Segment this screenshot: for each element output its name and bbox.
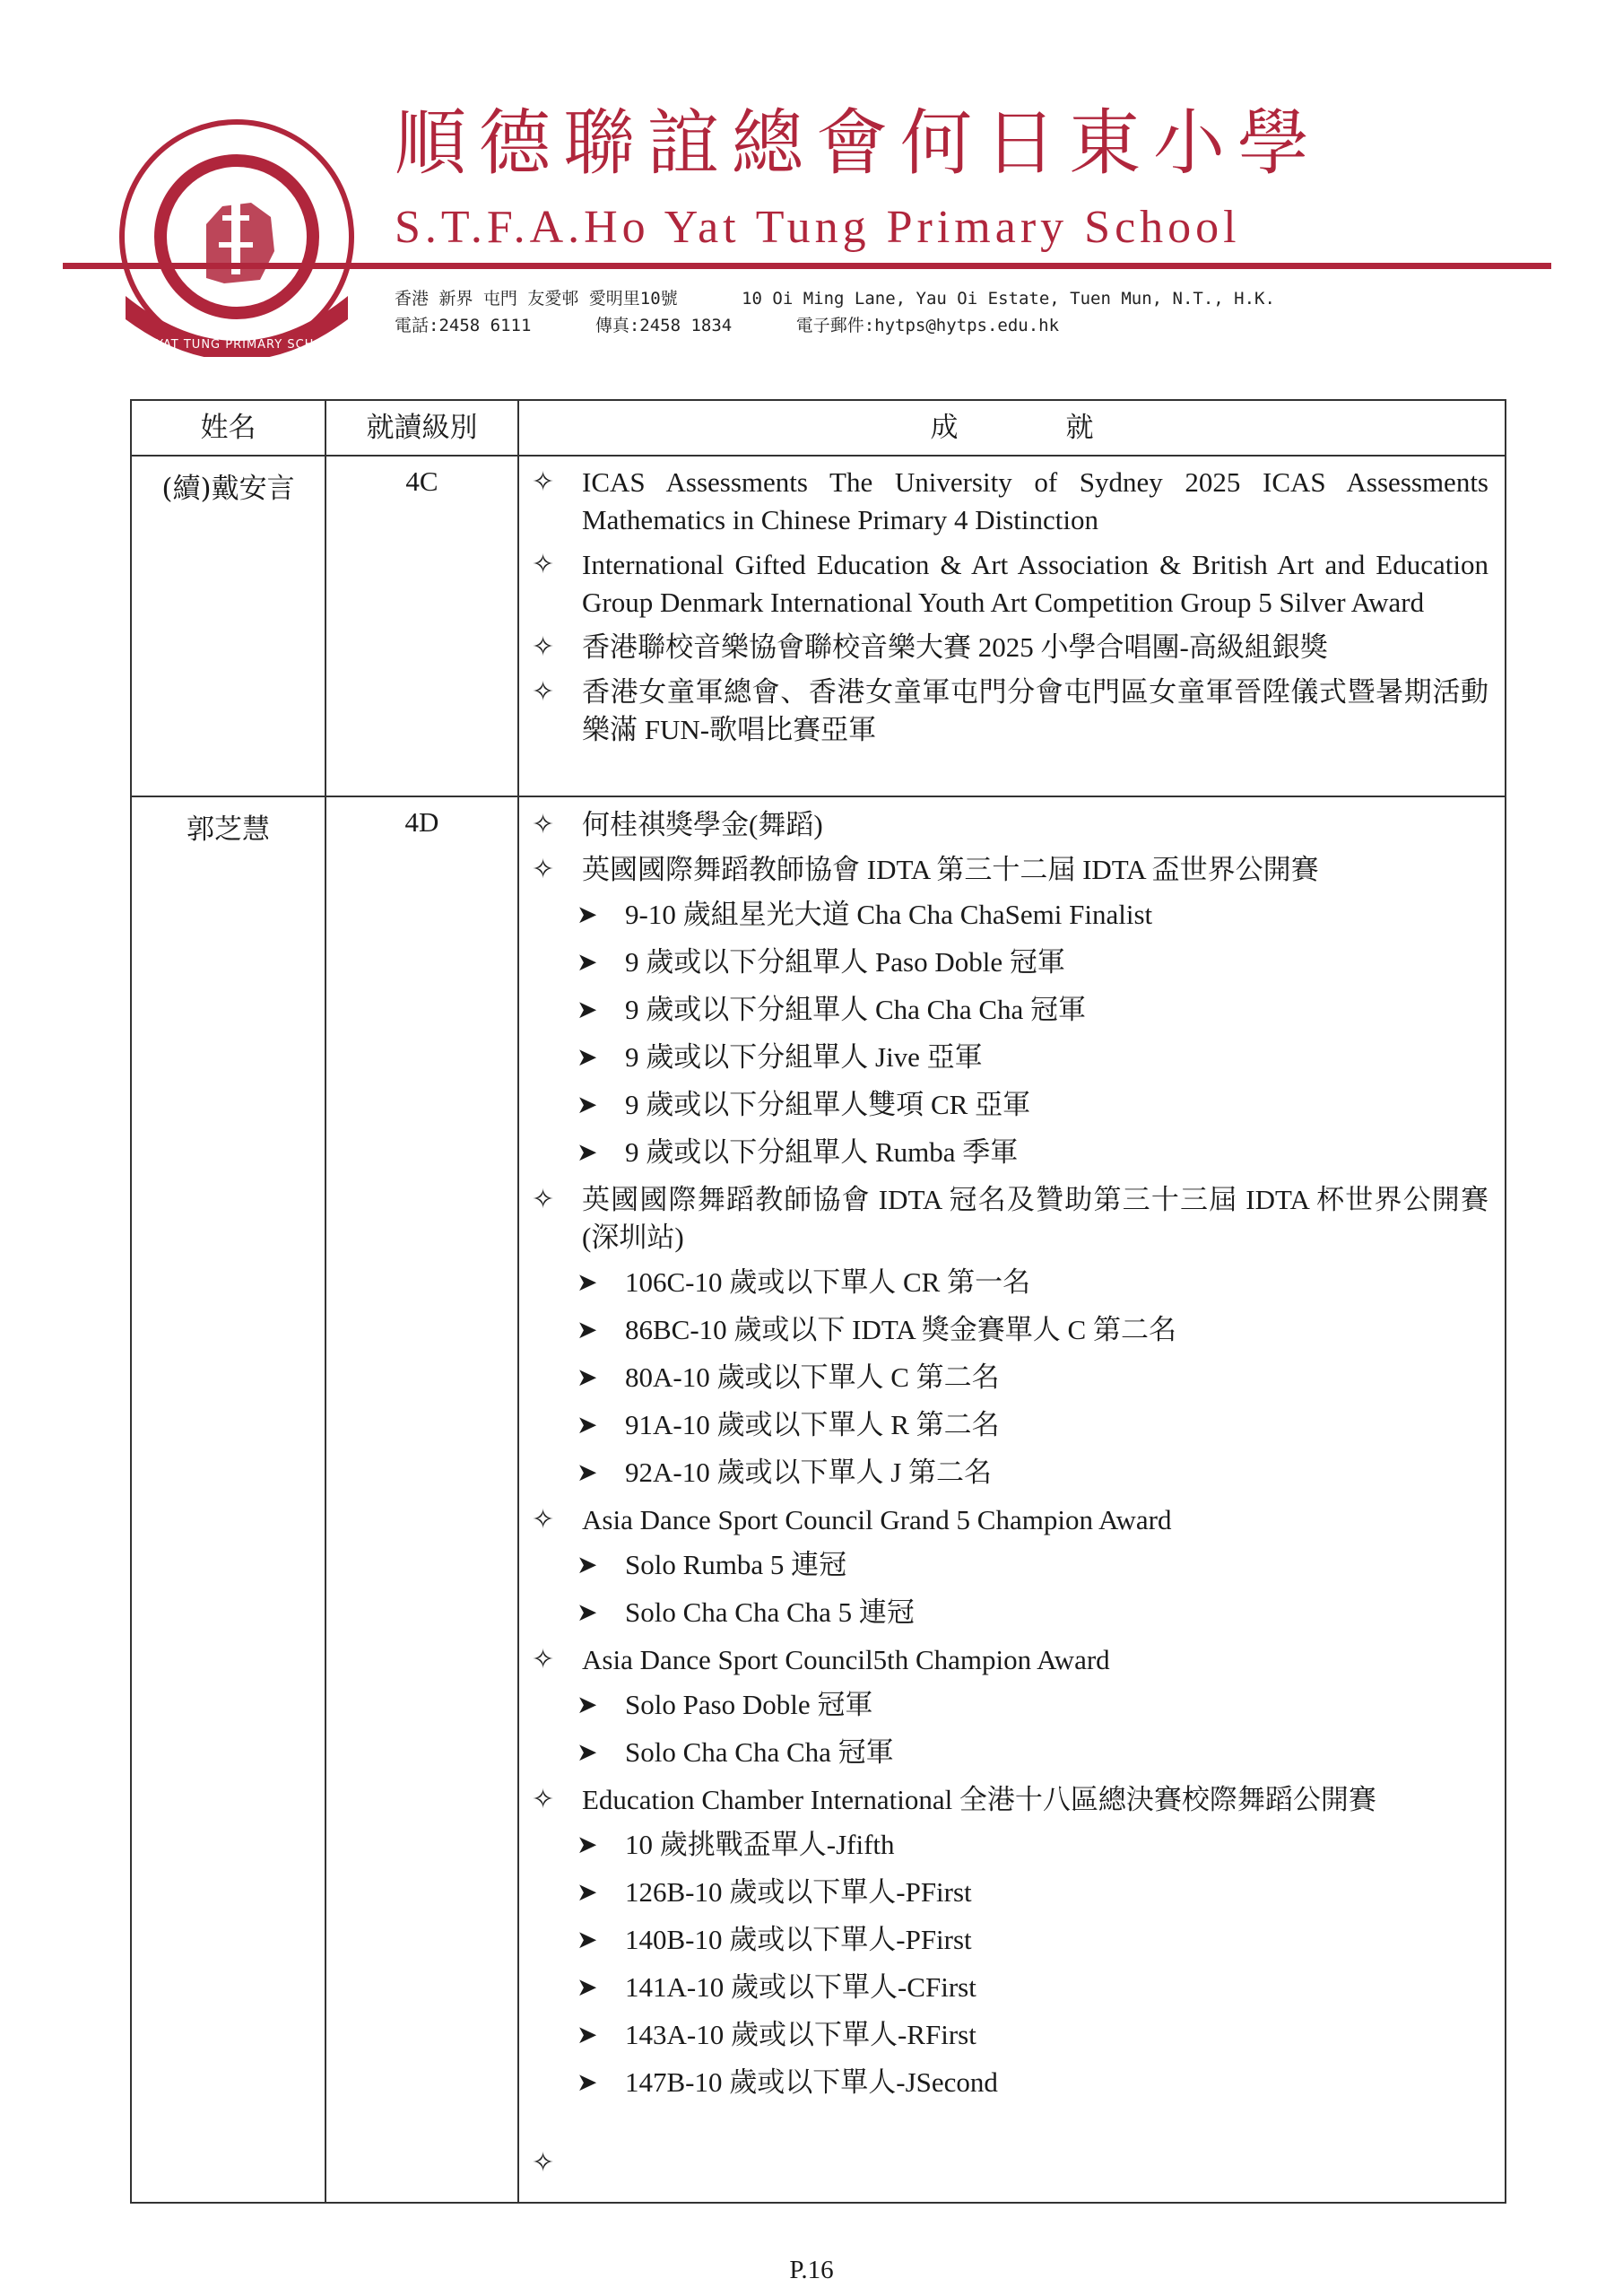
address-english: 10 Oi Ming Lane, Yau Oi Estate, Tuen Mun, N.T., H.K. — [742, 289, 1275, 309]
subitem-text: 147B-10 歲或以下單人-JSecond — [625, 2066, 998, 2098]
row-divider — [132, 455, 1505, 457]
achievement-subitem — [519, 1594, 1488, 1631]
achievement-text: 香港聯校音樂協會聯校音樂大賽 2025 小學合唱團-高級組銀獎 — [582, 631, 1328, 663]
diamond-star-icon: ✧ — [532, 631, 555, 663]
arrowhead-icon: ➤ — [577, 1137, 598, 1167]
achievement-subitem — [519, 1264, 1488, 1301]
achievement-subitem — [519, 1406, 1488, 1444]
subitem-text: Solo Cha Cha Cha 5 連冠 — [625, 1596, 915, 1628]
subitem-text: 9 歲或以下分組單人 Paso Doble 冠軍 — [625, 946, 1065, 978]
arrowhead-icon: ➤ — [577, 2020, 598, 2049]
header-level: 就讀級別 — [366, 412, 478, 444]
subitem-text: 86BC-10 歲或以下 IDTA 獎金賽單人 C 第二名 — [625, 1314, 1176, 1345]
subitem-text: 9 歲或以下分組單人雙項 CR 亞軍 — [625, 1089, 1031, 1120]
achievement-text: 英國國際舞蹈教師協會 IDTA 第三十二屆 IDTA 盃世界公開賽 — [582, 854, 1319, 885]
school-logo — [117, 117, 357, 357]
header-name: 姓名 — [200, 412, 256, 444]
arrowhead-icon: ➤ — [577, 1042, 598, 1072]
achievement-item — [519, 1501, 1488, 1539]
achievement-item — [519, 629, 1488, 666]
achievement-subitem — [519, 1454, 1488, 1492]
subitem-text: 80A-10 歲或以下單人 C 第二名 — [625, 1361, 1000, 1393]
subitem-text: 92A-10 歲或以下單人 J 第二名 — [625, 1457, 993, 1488]
achievement-subitem — [519, 1359, 1488, 1396]
arrowhead-icon: ➤ — [577, 900, 598, 929]
achievement-subitem — [519, 1969, 1488, 2006]
achievement-item — [519, 1641, 1488, 1679]
achievement-item — [519, 674, 1488, 749]
achievement-item — [519, 851, 1488, 889]
arrowhead-icon: ➤ — [577, 1597, 598, 1627]
row-divider — [132, 796, 1505, 797]
arrowhead-icon: ➤ — [577, 1690, 598, 1719]
achievement-item — [519, 1781, 1488, 1819]
achievement-subitem — [519, 1874, 1488, 1911]
achievement-subitem — [519, 1086, 1488, 1124]
subitem-text: 91A-10 歲或以下單人 R 第二名 — [625, 1409, 1000, 1440]
subitem-text: Solo Paso Doble 冠軍 — [625, 1689, 873, 1720]
telephone: 電話:2458 6111 — [395, 316, 532, 335]
diamond-star-icon: ✧ — [532, 1184, 555, 1215]
arrowhead-icon: ➤ — [577, 1410, 598, 1439]
achievement-subitem — [519, 1039, 1488, 1076]
diamond-star-icon: ✧ — [532, 1504, 555, 1535]
achievement-subitem — [519, 1311, 1488, 1349]
subitem-text: 126B-10 歲或以下單人-PFirst — [625, 1876, 972, 1908]
address-line — [395, 285, 1275, 309]
column-divider — [325, 401, 326, 2202]
subitem-text: Solo Cha Cha Cha 冠軍 — [625, 1736, 894, 1768]
achievement-text: International Gifted Education & Art Association & British Art and Education Group Denmark International Youth Art Competition Group 5 Silver Award — [582, 549, 1488, 618]
fax: 傳真:2458 1834 — [595, 316, 733, 335]
diamond-star-icon: ✧ — [532, 809, 555, 840]
diamond-star-icon: ✧ — [532, 466, 555, 498]
arrowhead-icon: ➤ — [577, 1925, 598, 1954]
email: 電子郵件:hytps@hytps.edu.hk — [795, 316, 1060, 335]
achievement-subitem — [519, 1546, 1488, 1584]
achievement-text: Education Chamber International 全港十八區總決賽校際舞蹈公開賽 — [582, 1784, 1376, 1815]
achievement-subitem — [519, 1134, 1488, 1171]
arrowhead-icon: ➤ — [577, 1267, 598, 1297]
letterhead-divider — [63, 263, 1551, 269]
diamond-star-icon: ✧ — [532, 2147, 555, 2179]
subitem-text: 141A-10 歲或以下單人-CFirst — [625, 1971, 976, 2003]
arrowhead-icon: ➤ — [577, 1830, 598, 1859]
achievement-subitem — [519, 896, 1488, 934]
achievement-text: 香港女童軍總會、香港女童軍屯門分會屯門區女童軍晉陞儀式暨暑期活動樂滿 FUN-歌唱比賽亞軍 — [582, 676, 1488, 745]
arrowhead-icon: ➤ — [577, 1315, 598, 1344]
diamond-star-icon: ✧ — [532, 1784, 555, 1815]
student-name: 郭芝慧 — [187, 813, 270, 846]
diamond-star-icon: ✧ — [532, 854, 555, 885]
achievement-text: 英國國際舞蹈教師協會 IDTA 冠名及贊助第三十三屆 IDTA 杯世界公開賽(深圳站) — [582, 1184, 1488, 1253]
subitem-text: 9 歲或以下分組單人 Jive 亞軍 — [625, 1041, 983, 1073]
achievement-item — [519, 806, 1488, 844]
subitem-text: 9 歲或以下分組單人 Cha Cha Cha 冠軍 — [625, 994, 1087, 1025]
diamond-star-icon: ✧ — [532, 549, 555, 580]
achievement-subitem — [519, 1826, 1488, 1864]
arrowhead-icon: ➤ — [577, 1362, 598, 1392]
achievement-text: 何桂祺獎學金(舞蹈) — [582, 809, 823, 840]
achievement-subitem — [519, 991, 1488, 1029]
arrowhead-icon: ➤ — [577, 947, 598, 977]
achievement-item — [519, 1181, 1488, 1257]
svg-text:HO YAT TUNG PRIMARY SCHOOL: HO YAT TUNG PRIMARY SCHOOL — [131, 338, 343, 352]
subitem-text: 143A-10 歲或以下單人-RFirst — [625, 2019, 976, 2050]
arrowhead-icon: ➤ — [577, 1737, 598, 1767]
achievement-text: Asia Dance Sport Council Grand 5 Champion Award — [582, 1504, 1172, 1535]
arrowhead-icon: ➤ — [577, 1972, 598, 2002]
address-chinese: 香港 新界 屯門 友愛邨 愛明里10號 — [395, 289, 678, 309]
achievement-subitem — [519, 944, 1488, 981]
achievement-subitem — [519, 1686, 1488, 1724]
achievement-subitem — [519, 2064, 1488, 2101]
achievement-list — [519, 806, 1488, 2111]
achievement-list — [519, 464, 1488, 756]
diamond-star-icon: ✧ — [532, 676, 555, 708]
student-name: (續)戴安言 — [161, 473, 295, 505]
subitem-text: 106C-10 歲或以下單人 CR 第一名 — [625, 1266, 1031, 1298]
diamond-star-icon: ✧ — [532, 1644, 555, 1675]
student-level: 4C — [405, 465, 438, 497]
subitem-text: Solo Rumba 5 連冠 — [625, 1549, 847, 1580]
achievement-subitem — [519, 2016, 1488, 2054]
achievement-item — [519, 546, 1488, 622]
subitem-text: 140B-10 歲或以下單人-PFirst — [625, 1924, 972, 1955]
subitem-text: 9 歲或以下分組單人 Rumba 季軍 — [625, 1136, 1019, 1168]
arrowhead-icon: ➤ — [577, 2067, 598, 2097]
school-name-english: S.T.F.A.Ho Yat Tung Primary School — [395, 202, 1241, 253]
arrowhead-icon: ➤ — [577, 1550, 598, 1579]
achievement-text: Asia Dance Sport Council5th Champion Award — [582, 1644, 1110, 1675]
arrowhead-icon: ➤ — [577, 1090, 598, 1119]
arrowhead-icon: ➤ — [577, 1457, 598, 1487]
school-name-chinese: 順德聯誼總會何日東小學 — [395, 101, 1322, 185]
achievement-subitem — [519, 1734, 1488, 1771]
student-level: 4D — [404, 806, 439, 838]
arrowhead-icon: ➤ — [577, 1877, 598, 1907]
subitem-text: 10 歲挑戰盃單人-Jfifth — [625, 1829, 895, 1860]
achievement-text: ICAS Assessments The University of Sydney 2025 ICAS Assessments Mathematics in Chinese Primary 4 Distinction — [582, 466, 1488, 535]
contact-line — [395, 312, 1059, 336]
arrowhead-icon: ➤ — [577, 995, 598, 1024]
achievement-subitem — [519, 1921, 1488, 1959]
achievement-item — [519, 464, 1488, 539]
achievements-table — [130, 399, 1506, 2204]
header-achievements: 成就 — [930, 412, 1202, 444]
page-number: P.16 — [789, 2256, 834, 2284]
subitem-text: 9-10 歲組星光大道 Cha Cha ChaSemi Finalist — [625, 899, 1153, 930]
